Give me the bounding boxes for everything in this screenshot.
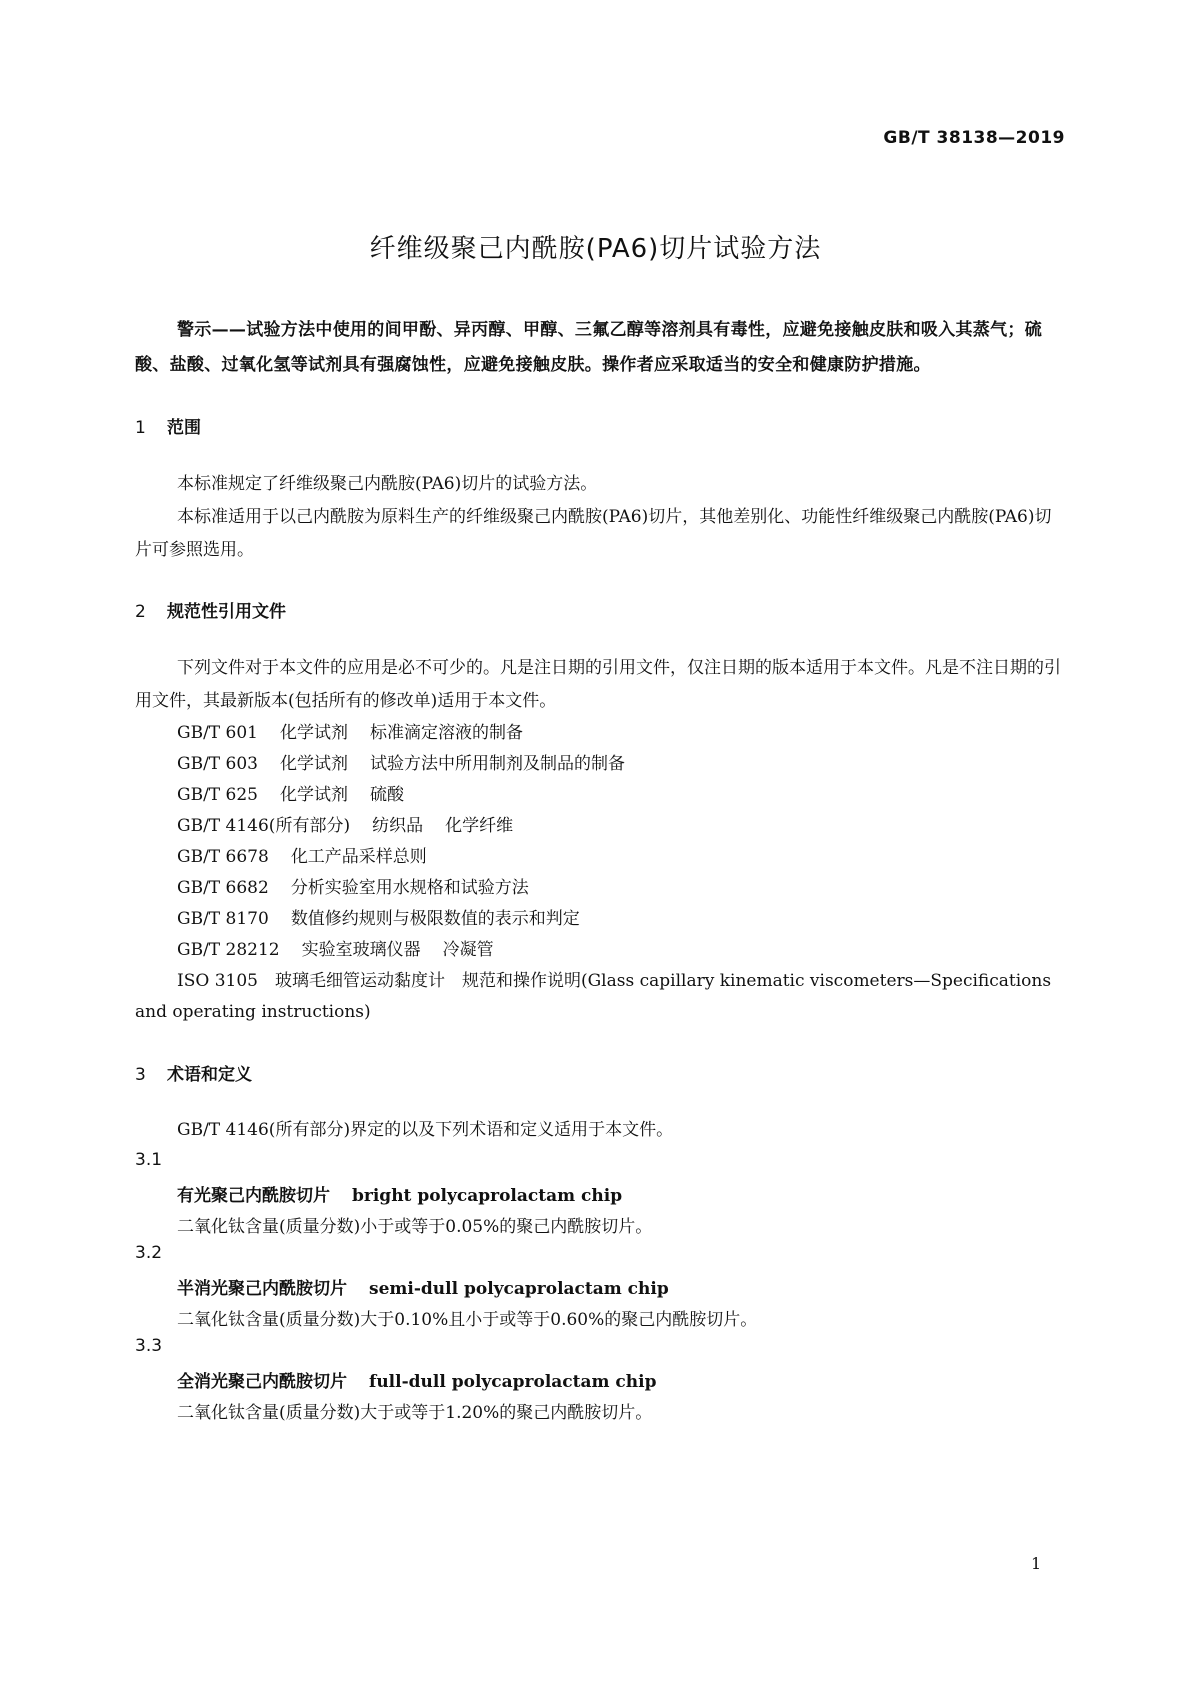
reference-code: GB/T 28212 [177, 940, 280, 960]
reference-item [177, 904, 580, 929]
term-definition: 二氧化钛含量(质量分数)大于或等于1.20%的聚己内酰胺切片。 [177, 1403, 653, 1423]
term-number: 3.3 [135, 1336, 163, 1356]
term-name-zh: 有光聚己内酰胺切片 [177, 1186, 330, 1206]
term-name-en: semi-dull polycaprolactam chip [369, 1279, 669, 1299]
term-name-en: full-dull polycaprolactam chip [369, 1372, 657, 1392]
term-name-en: bright polycaprolactam chip [352, 1186, 623, 1206]
reference-title-part1: 化学试剂 [280, 785, 348, 805]
section-title: 范围 [167, 418, 201, 438]
reference-code: GB/T 601 [177, 723, 258, 743]
reference-code: GB/T 6678 [177, 847, 269, 867]
reference-title-part1: 数值修约规则与极限数值的表示和判定 [290, 909, 580, 929]
reference-item [177, 935, 494, 960]
reference-code: GB/T 603 [177, 754, 258, 774]
reference-title-part1: 化学试剂 [280, 754, 348, 774]
term-name [177, 1181, 622, 1206]
section-number: 1 [135, 418, 146, 438]
document-title: 纤维级聚己内酰胺(PA6)切片试验方法 [369, 234, 822, 264]
reference-item [177, 811, 513, 836]
term-definition: 二氧化钛含量(质量分数)小于或等于0.05%的聚己内酰胺切片。 [177, 1217, 653, 1237]
section-number: 2 [135, 602, 146, 622]
term-name-zh: 全消光聚己内酰胺切片 [177, 1372, 347, 1392]
section-title: 规范性引用文件 [167, 602, 286, 622]
reference-title-part1: 实验室玻璃仪器 [301, 940, 421, 960]
reference-title-part2: 标准滴定溶液的制备 [370, 723, 523, 743]
reference-title-part1: 化工产品采样总则 [290, 847, 427, 867]
reference-item [177, 842, 427, 867]
reference-item [177, 749, 625, 774]
reference-title-part1: 化学试剂 [280, 723, 348, 743]
standard-code: GB/T 38138—2019 [883, 128, 1065, 148]
reference-item [177, 718, 523, 743]
section-heading-terms-definitions [135, 1060, 252, 1085]
scope-paragraph-2: 本标准适用于以己内酰胺为原料生产的纤维级聚己内酰胺(PA6)切片，其他差别化、功能性纤维级聚己内酰胺(PA6)切片可参照选用。 [135, 507, 1052, 560]
reference-code: GB/T 8170 [177, 909, 269, 929]
terms-intro: GB/T 4146(所有部分)界定的以及下列术语和定义适用于本文件。 [177, 1120, 674, 1140]
scope-paragraph-1: 本标准规定了纤维级聚己内酰胺(PA6)切片的试验方法。 [177, 474, 598, 494]
reference-code: GB/T 4146(所有部分) [177, 816, 351, 836]
section-title: 术语和定义 [167, 1065, 252, 1085]
reference-title-part1: 纺织品 [372, 816, 424, 836]
term-definition: 二氧化钛含量(质量分数)大于0.10%且小于或等于0.60%的聚己内酰胺切片。 [177, 1310, 758, 1330]
reference-title-part2: 冷凝管 [442, 940, 494, 960]
reference-title-part2: 试验方法中所用制剂及制品的制备 [370, 754, 625, 774]
section-heading-normative-references [135, 597, 286, 622]
warning-paragraph: 警示——试验方法中使用的间甲酚、异丙醇、甲醇、三氟乙醇等溶剂具有毒性，应避免接触皮肤和吸入其蒸气；硫酸、盐酸、过氧化氢等试剂具有强腐蚀性，应避免接触皮肤。操作者应采取适当的安全和健康防护措施。 [135, 320, 1042, 375]
reference-title-part1: 分析实验室用水规格和试验方法 [290, 878, 529, 898]
section-number: 3 [135, 1065, 146, 1085]
term-name-zh: 半消光聚己内酰胺切片 [177, 1279, 347, 1299]
term-number: 3.2 [135, 1243, 163, 1263]
reference-code: GB/T 6682 [177, 878, 269, 898]
section-heading-scope [135, 413, 201, 438]
reference-title-part2: 硫酸 [370, 785, 404, 805]
reference-item [177, 873, 529, 898]
reference-item [177, 780, 404, 805]
term-number: 3.1 [135, 1150, 163, 1170]
iso-reference: ISO 3105 玻璃毛细管运动黏度计 规范和操作说明(Glass capillary kinematic viscometers—Specifications and operating instructions) [135, 971, 1052, 1022]
reference-title-part2: 化学纤维 [445, 816, 514, 836]
term-name [177, 1367, 657, 1392]
reference-code: GB/T 625 [177, 785, 258, 805]
term-name [177, 1274, 669, 1299]
page-number: 1 [1031, 1554, 1042, 1573]
references-intro: 下列文件对于本文件的应用是必不可少的。凡是注日期的引用文件，仅注日期的版本适用于本文件。凡是不注日期的引用文件，其最新版本(包括所有的修改单)适用于本文件。 [135, 658, 1061, 711]
